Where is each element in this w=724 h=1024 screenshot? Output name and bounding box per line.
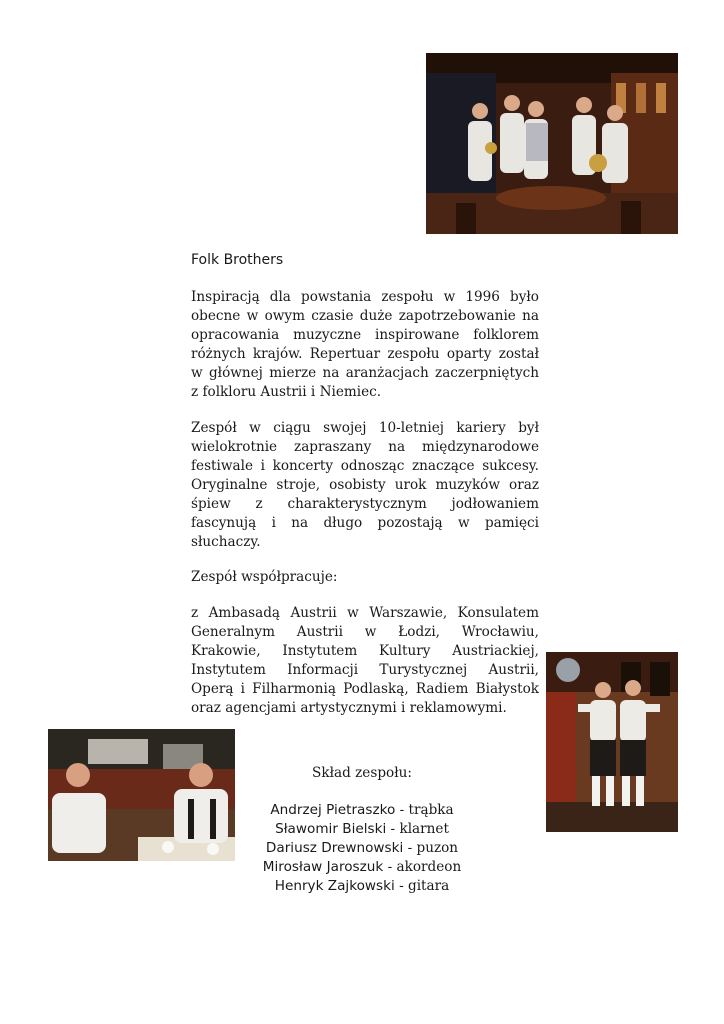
cooperation-heading	[191, 568, 539, 587]
lineup-item	[230, 801, 494, 820]
lineup-item	[230, 877, 494, 896]
text-line: obecne w owym czasie duże zapotrzebowanie na	[191, 308, 539, 324]
lineup-item	[230, 858, 494, 877]
text-line: różnych krajów. Repertuar zespołu oparty został	[191, 346, 539, 362]
text-line: Instytutem Informacji Turystycznej Austrii,	[191, 662, 539, 678]
text-line: Generalnym Austrii w Łodzi, Wrocławiu,	[191, 624, 539, 640]
band-photo	[426, 53, 678, 234]
text-line: w głównej mierze na aranżacjach zaczerpniętych	[191, 365, 539, 381]
member-name: Henryk Zajkowski	[274, 878, 395, 894]
text-line: Oryginalne stroje, osobisty urok muzyków oraz	[191, 477, 539, 493]
lineup-list	[230, 801, 494, 896]
page-title: Folk Brothers	[191, 252, 284, 268]
text-line: słuchaczy.	[191, 534, 261, 550]
duo-standing-photo-image	[546, 652, 678, 832]
duo-seated-photo	[48, 729, 235, 861]
text-line: festiwale i koncerty odnosząc znaczące sukcesy.	[191, 458, 539, 474]
lineup-item	[230, 820, 494, 839]
member-instrument: - puzon	[403, 840, 459, 856]
text-line: z folkloru Austrii i Niemiec.	[191, 384, 382, 400]
member-name: Dariusz Drewnowski	[265, 840, 404, 856]
career-paragraph	[191, 419, 539, 552]
member-instrument: - gitara	[394, 878, 450, 894]
duo-seated-photo-image	[48, 729, 235, 861]
text-line: Krakowie, Instytutem Kultury Austriackiej,	[191, 643, 539, 659]
text-line: oraz agencjami artystycznymi i reklamowymi.	[191, 700, 507, 716]
member-instrument: - klarnet	[386, 821, 449, 837]
band-photo-image	[426, 53, 678, 234]
text-line: opracowania muzyczne inspirowane folklorem	[191, 327, 539, 343]
text-line: Zespół w ciągu swojej 10-letniej kariery był	[191, 420, 539, 436]
text-line: Operą i Filharmonią Podlaską, Radiem Białystok	[191, 681, 539, 697]
text-line: fascynują i na długo pozostają w pamięci	[191, 515, 539, 531]
text-line: śpiew z charakterystycznym jodłowaniem	[191, 496, 539, 512]
text-line: z Ambasadą Austrii w Warszawie, Konsulatem	[191, 605, 539, 621]
lineup-item	[230, 839, 494, 858]
text-line: Inspiracją dla powstania zespołu w 1996 było	[191, 289, 539, 305]
inspiration-paragraph	[191, 288, 539, 402]
duo-standing-photo	[546, 652, 678, 832]
member-instrument: - trąbka	[395, 802, 454, 818]
member-instrument: - akordeon	[383, 859, 462, 875]
partners-paragraph	[191, 604, 539, 718]
member-name: Andrzej Pietraszko	[270, 802, 396, 818]
text-line: Zespół współpracuje:	[191, 569, 338, 585]
lineup-heading: Skład zespołu:	[312, 765, 412, 781]
member-name: Mirosław Jaroszuk	[262, 859, 384, 875]
text-line: wielokrotnie zapraszany na międzynarodowe	[191, 439, 539, 455]
member-name: Sławomir Bielski	[275, 821, 387, 837]
